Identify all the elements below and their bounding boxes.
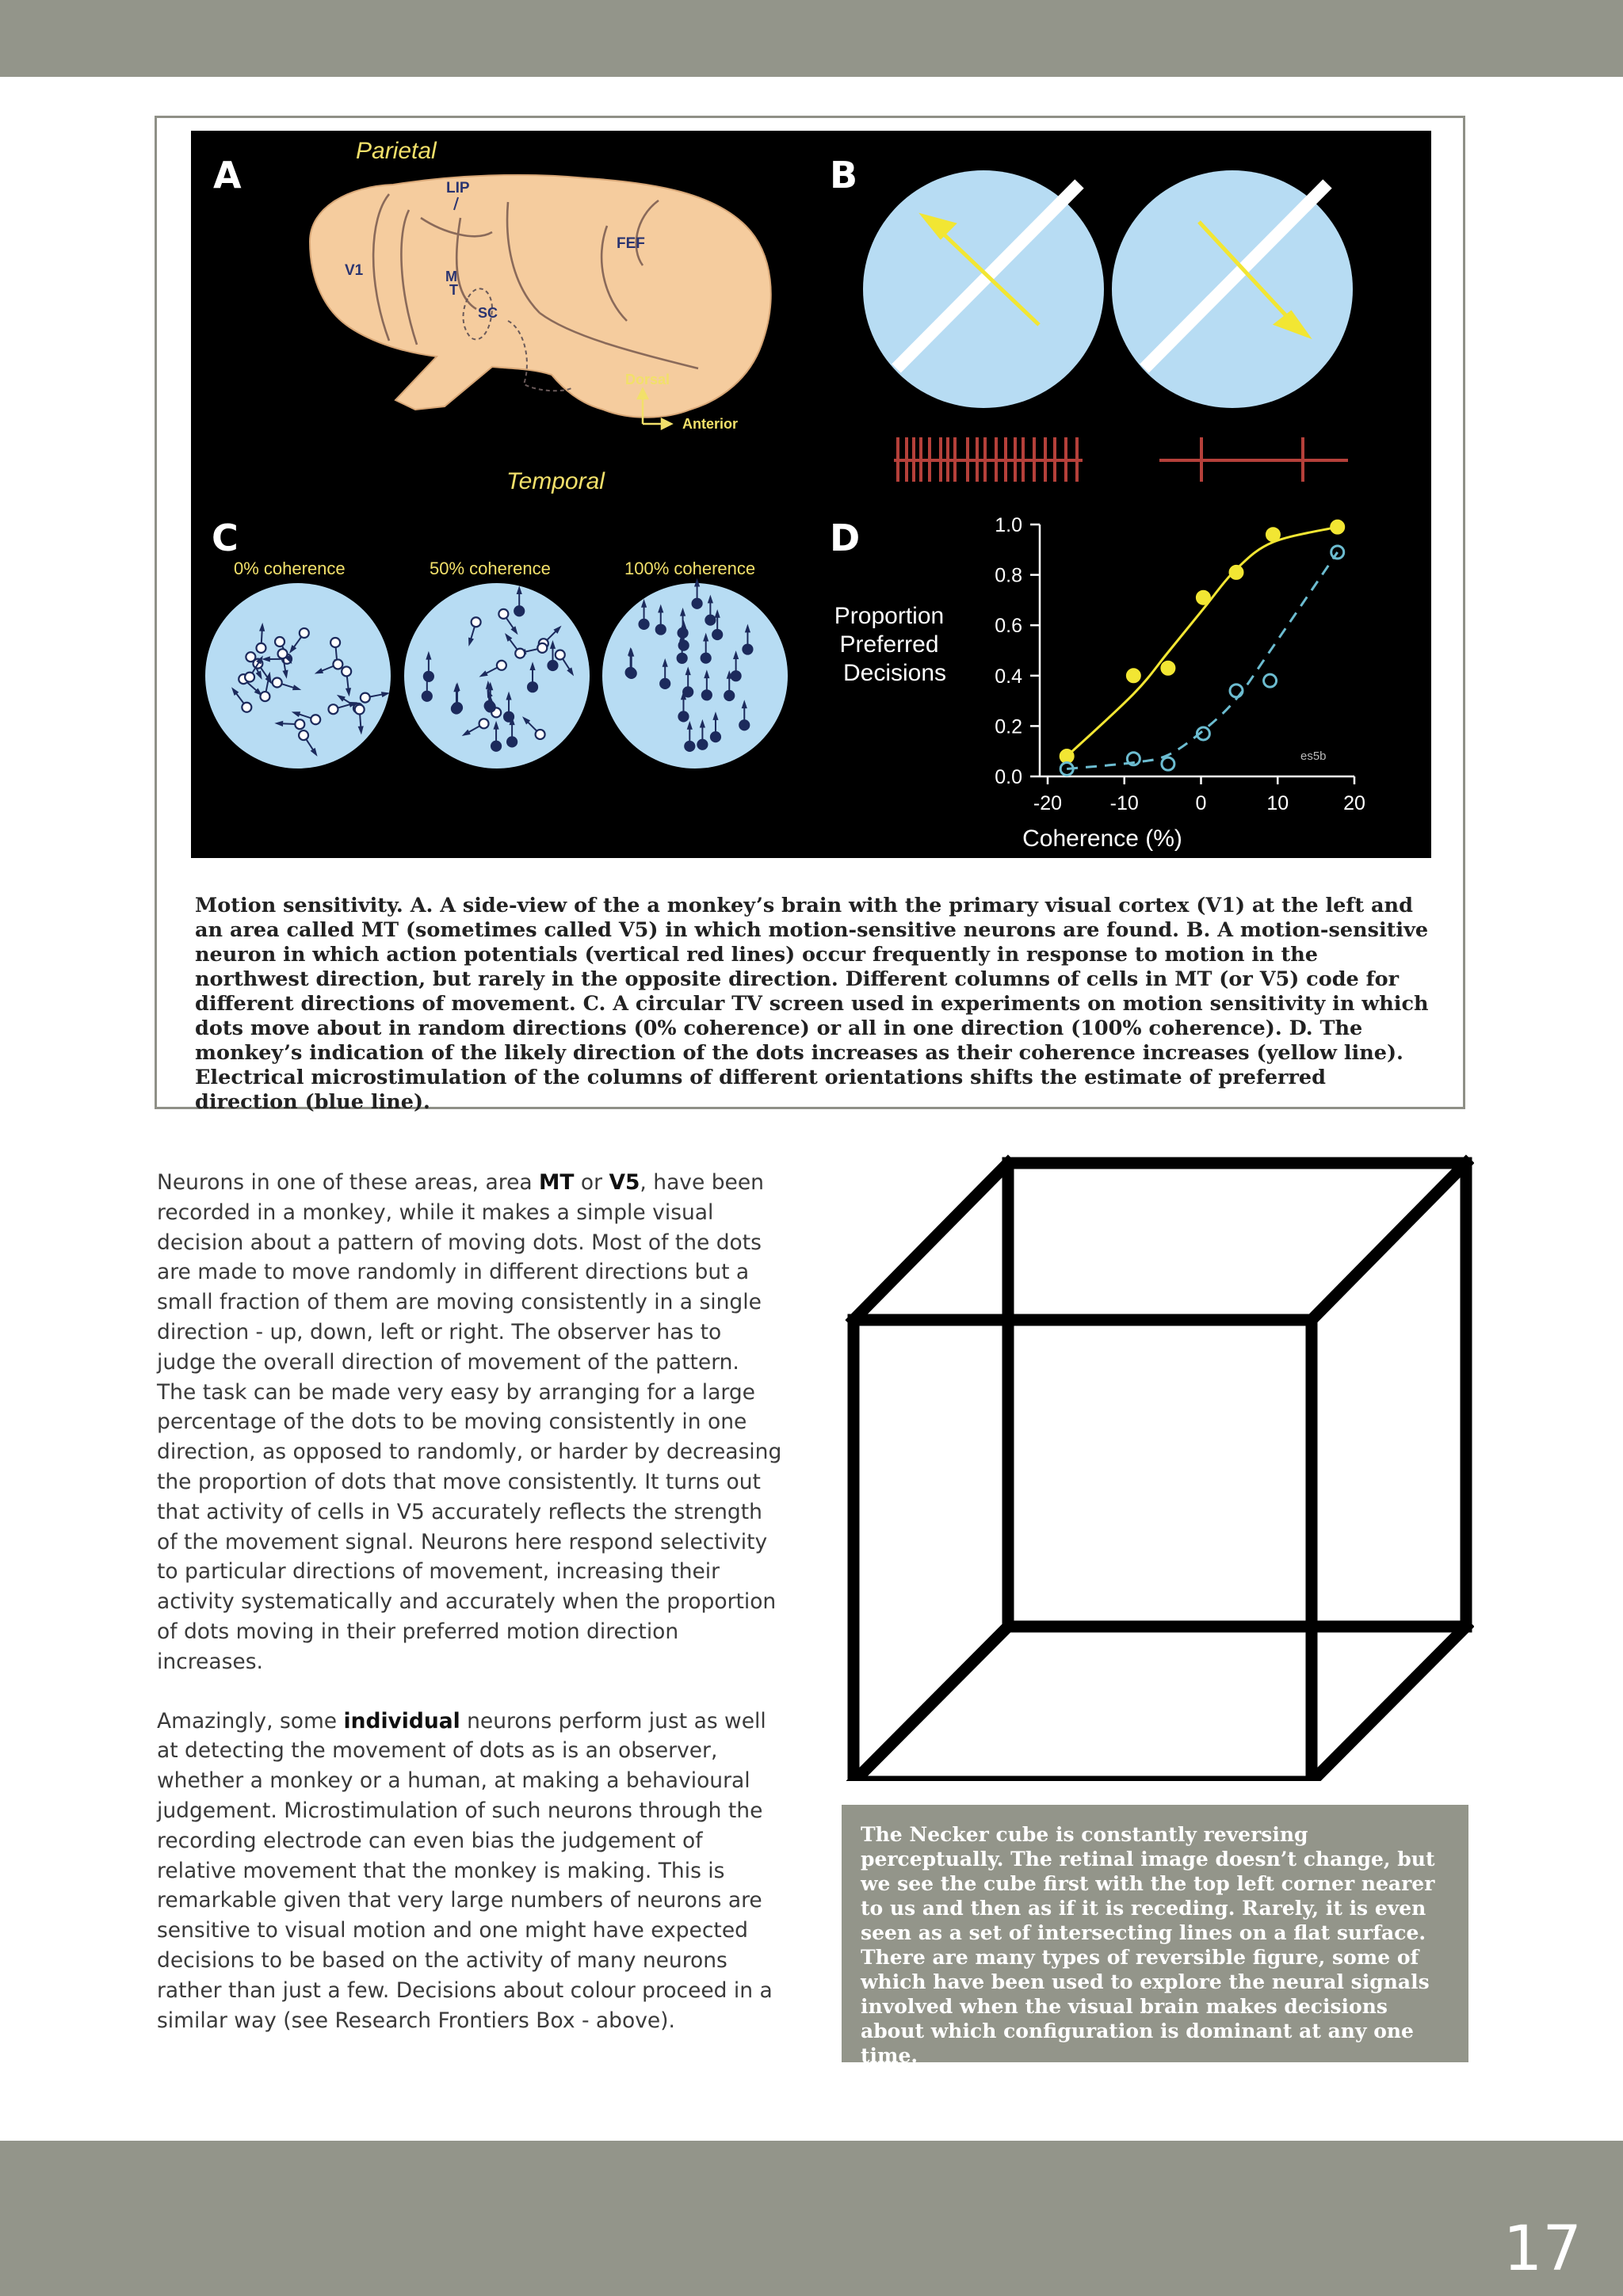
- dot: [705, 616, 715, 625]
- dot: [739, 720, 749, 730]
- dot: [556, 650, 565, 659]
- bottom-band: [0, 2141, 1623, 2296]
- dot: [504, 712, 514, 722]
- paragraph-1-rest: , have been recorded in a monkey, while it makes a simple visual decision about a pattern of moving dots. Most of the dots are made to move randomly in different directions but a small fraction of them are moving consistently in a single direction - up, down, left or right. The observer has to judge the overall direction of movement of the pattern. The task can be made very easy by arranging for a large percentage of the dots to be moving consistently in one direction, as opposed to randomly, or harder by decreasing the proportion of dots that move consistently. It turns out that activity of cells in V5 accurately reflects the strength of the movement signal. Neurons here respond selectivity to particular directions of movement, increasing their activity systematically and accurately when the proportion of dots moving in their preferred motion direction increases.: [157, 1170, 782, 1674]
- label-anterior: Anterior: [682, 416, 739, 432]
- label-temporal: Temporal: [506, 468, 605, 494]
- x-tick-label: 0: [1195, 792, 1207, 814]
- plot-ylabel-line-3: Decisions: [842, 660, 947, 686]
- body-text: [157, 1168, 783, 2065]
- dot: [701, 654, 711, 663]
- data-point-0: [1266, 528, 1279, 541]
- series-line-0: [1067, 527, 1338, 756]
- label-parietal: Parietal: [356, 138, 437, 164]
- paragraph-1-start: Neurons in one of these areas, area: [157, 1170, 540, 1195]
- dot: [273, 677, 282, 687]
- spike-train-null: [1159, 437, 1348, 482]
- panel-label-b: B: [830, 154, 858, 196]
- caption-lead: Motion sensitivity.: [195, 894, 403, 917]
- dot: [260, 692, 269, 701]
- data-point-0: [1230, 566, 1243, 578]
- dot: [491, 742, 501, 751]
- plot-xlabel: Coherence (%): [1022, 826, 1182, 852]
- coherence-label-0: 0% coherence: [234, 559, 346, 578]
- panel-label-c: C: [212, 517, 239, 559]
- dot: [424, 672, 433, 681]
- paragraph-1-or: or: [574, 1170, 609, 1195]
- dot: [278, 649, 288, 658]
- dot: [333, 659, 342, 669]
- arrowhead-icon: [694, 578, 700, 587]
- caption-text: A. A side-view of the a monkey’s brain with the primary visual cortex (V1) at the left and an area called MT (sometimes called V5) in which motion-sensitive neurons are found. B. A motion-sensitive neuron in which action potentials (vertical red lines) occur frequently in response to motion in the northwest direction, but rarely in the opposite direction. Different columns of cells in MT (or V5) code for different directions of movement. C. A circular TV screen used in experiments on motion sensitivity in which dots move about in random directions (0% coherence) or all in one direction (100% coherence). D. The monkey’s indication of the likely direction of the dots increases as their coherence increases (yellow line). Electrical microstimulation of the columns of different orientations shifts the estimate of preferred direction (blue line).: [195, 894, 1429, 1114]
- plot-area: [995, 514, 1365, 814]
- data-point-0: [1127, 669, 1140, 682]
- panel-d-plot: [830, 514, 1365, 852]
- dot: [452, 704, 461, 713]
- dot: [711, 732, 720, 742]
- dot: [342, 666, 351, 676]
- dot: [299, 730, 308, 740]
- label-mt-t: T: [449, 282, 458, 298]
- dot: [245, 673, 254, 682]
- term-v5: V5: [609, 1170, 640, 1195]
- dot: [702, 690, 712, 700]
- dot: [685, 742, 694, 751]
- x-tick-label: -10: [1109, 792, 1139, 814]
- dot: [660, 679, 670, 688]
- dot: [361, 693, 370, 703]
- figure-caption: [195, 894, 1431, 1115]
- y-tick-label: 1.0: [995, 514, 1022, 536]
- data-point-0: [1162, 662, 1174, 674]
- paragraph-2-start: Amazingly, some: [157, 1708, 344, 1733]
- y-tick-label: 0.6: [995, 615, 1022, 638]
- necker-cube-caption: The Necker cube is constantly reversing perceptually. The retinal image doesn’t change, but we see the cube first with the top left corner nearer to us and then as if it is receding. Rarely, it is even seen as a set of intersecting lines on a flat surface. There are many types of reversible figure, some of which have been used to explore the neural signals involved when the visual brain makes decisions about which configuration is dominant at any one time.: [842, 1805, 1468, 2062]
- coherence-label-100: 100% coherence: [624, 559, 756, 578]
- dot: [256, 643, 265, 653]
- dot: [330, 638, 340, 647]
- dot: [743, 645, 752, 654]
- data-point-0: [1331, 521, 1344, 533]
- dot: [678, 711, 688, 721]
- label-v1: V1: [345, 262, 364, 279]
- panel-c-coherence: [205, 517, 788, 769]
- plot-tag: es5b: [1300, 749, 1327, 763]
- dot: [300, 628, 309, 638]
- dot: [311, 715, 320, 724]
- dot: [697, 740, 707, 749]
- term-mt: MT: [539, 1170, 575, 1195]
- label-lip: LIP: [446, 180, 470, 196]
- motion-figure: [191, 131, 1431, 858]
- label-dorsal: Dorsal: [625, 372, 670, 387]
- label-mt-m: M: [445, 269, 457, 284]
- dot: [275, 637, 285, 646]
- dot: [479, 719, 489, 728]
- panel-b-direction: [830, 154, 1353, 482]
- dot: [472, 617, 481, 627]
- dot: [683, 687, 693, 696]
- page-number: 17: [1503, 2214, 1582, 2285]
- dot: [731, 671, 741, 681]
- y-tick-label: 0.2: [995, 715, 1022, 738]
- x-tick-label: 10: [1266, 792, 1289, 814]
- dot: [548, 661, 557, 670]
- dot: [679, 641, 689, 650]
- dot: [537, 643, 547, 653]
- spike-train-preferred: [894, 437, 1083, 482]
- dot: [656, 625, 666, 635]
- dot: [678, 654, 687, 663]
- dot: [693, 599, 702, 608]
- data-point-1: [1264, 674, 1277, 687]
- dot: [515, 649, 525, 658]
- panel-label-a: A: [213, 154, 242, 196]
- y-tick-label: 0.8: [995, 564, 1022, 587]
- y-tick-label: 0.0: [995, 766, 1022, 788]
- panel-a-brain: [213, 138, 771, 494]
- paragraph-1: [157, 1168, 783, 1677]
- plot-ylabel-line-1: Proportion: [834, 603, 945, 629]
- dot: [497, 661, 506, 670]
- plot-ylabel-line-2: Preferred: [839, 631, 939, 658]
- data-point-0: [1060, 750, 1073, 763]
- label-sc: SC: [478, 305, 498, 321]
- dot: [355, 704, 365, 714]
- x-tick-label: -20: [1033, 792, 1063, 814]
- data-point-1: [1230, 685, 1243, 697]
- dot: [498, 609, 508, 619]
- dot: [712, 630, 722, 639]
- dot: [528, 682, 537, 692]
- dot: [536, 730, 545, 739]
- label-fef: FEF: [617, 235, 645, 252]
- dot: [514, 606, 524, 616]
- data-point-0: [1197, 591, 1209, 604]
- x-tick-label: 20: [1343, 792, 1365, 814]
- y-tick-label: 0.4: [995, 665, 1022, 688]
- dot: [295, 719, 304, 729]
- term-individual: individual: [343, 1708, 460, 1733]
- coherence-label-50: 50% coherence: [430, 559, 551, 578]
- series-line-1: [1067, 552, 1338, 769]
- paragraph-2-rest: neurons perform just as well at detecting the movement of dots as is an observer, whether a monkey or a human, at making a behavioural judgement. Microstimulation of such neurons through the recording electrode can even bias the judgement of relative movement that the monkey is making. This is remarkable given that very large numbers of neurons are sensitive to visual motion and one might have expected decisions to be based on the activity of many neurons rather than just a few. Decisions about colour proceed in a similar way (see Research Frontiers Box - above).: [157, 1708, 773, 2033]
- dot: [422, 692, 432, 701]
- dot: [724, 691, 734, 700]
- dot: [640, 620, 649, 629]
- dot: [507, 737, 517, 746]
- dot: [627, 669, 636, 678]
- dot: [328, 704, 338, 714]
- data-point-1: [1162, 757, 1174, 770]
- panel-label-d: D: [830, 517, 861, 559]
- dot: [486, 702, 495, 711]
- necker-cube-illustration: [840, 1147, 1474, 1781]
- top-band: [0, 0, 1623, 77]
- dot: [242, 703, 251, 712]
- paragraph-2: [157, 1707, 783, 2036]
